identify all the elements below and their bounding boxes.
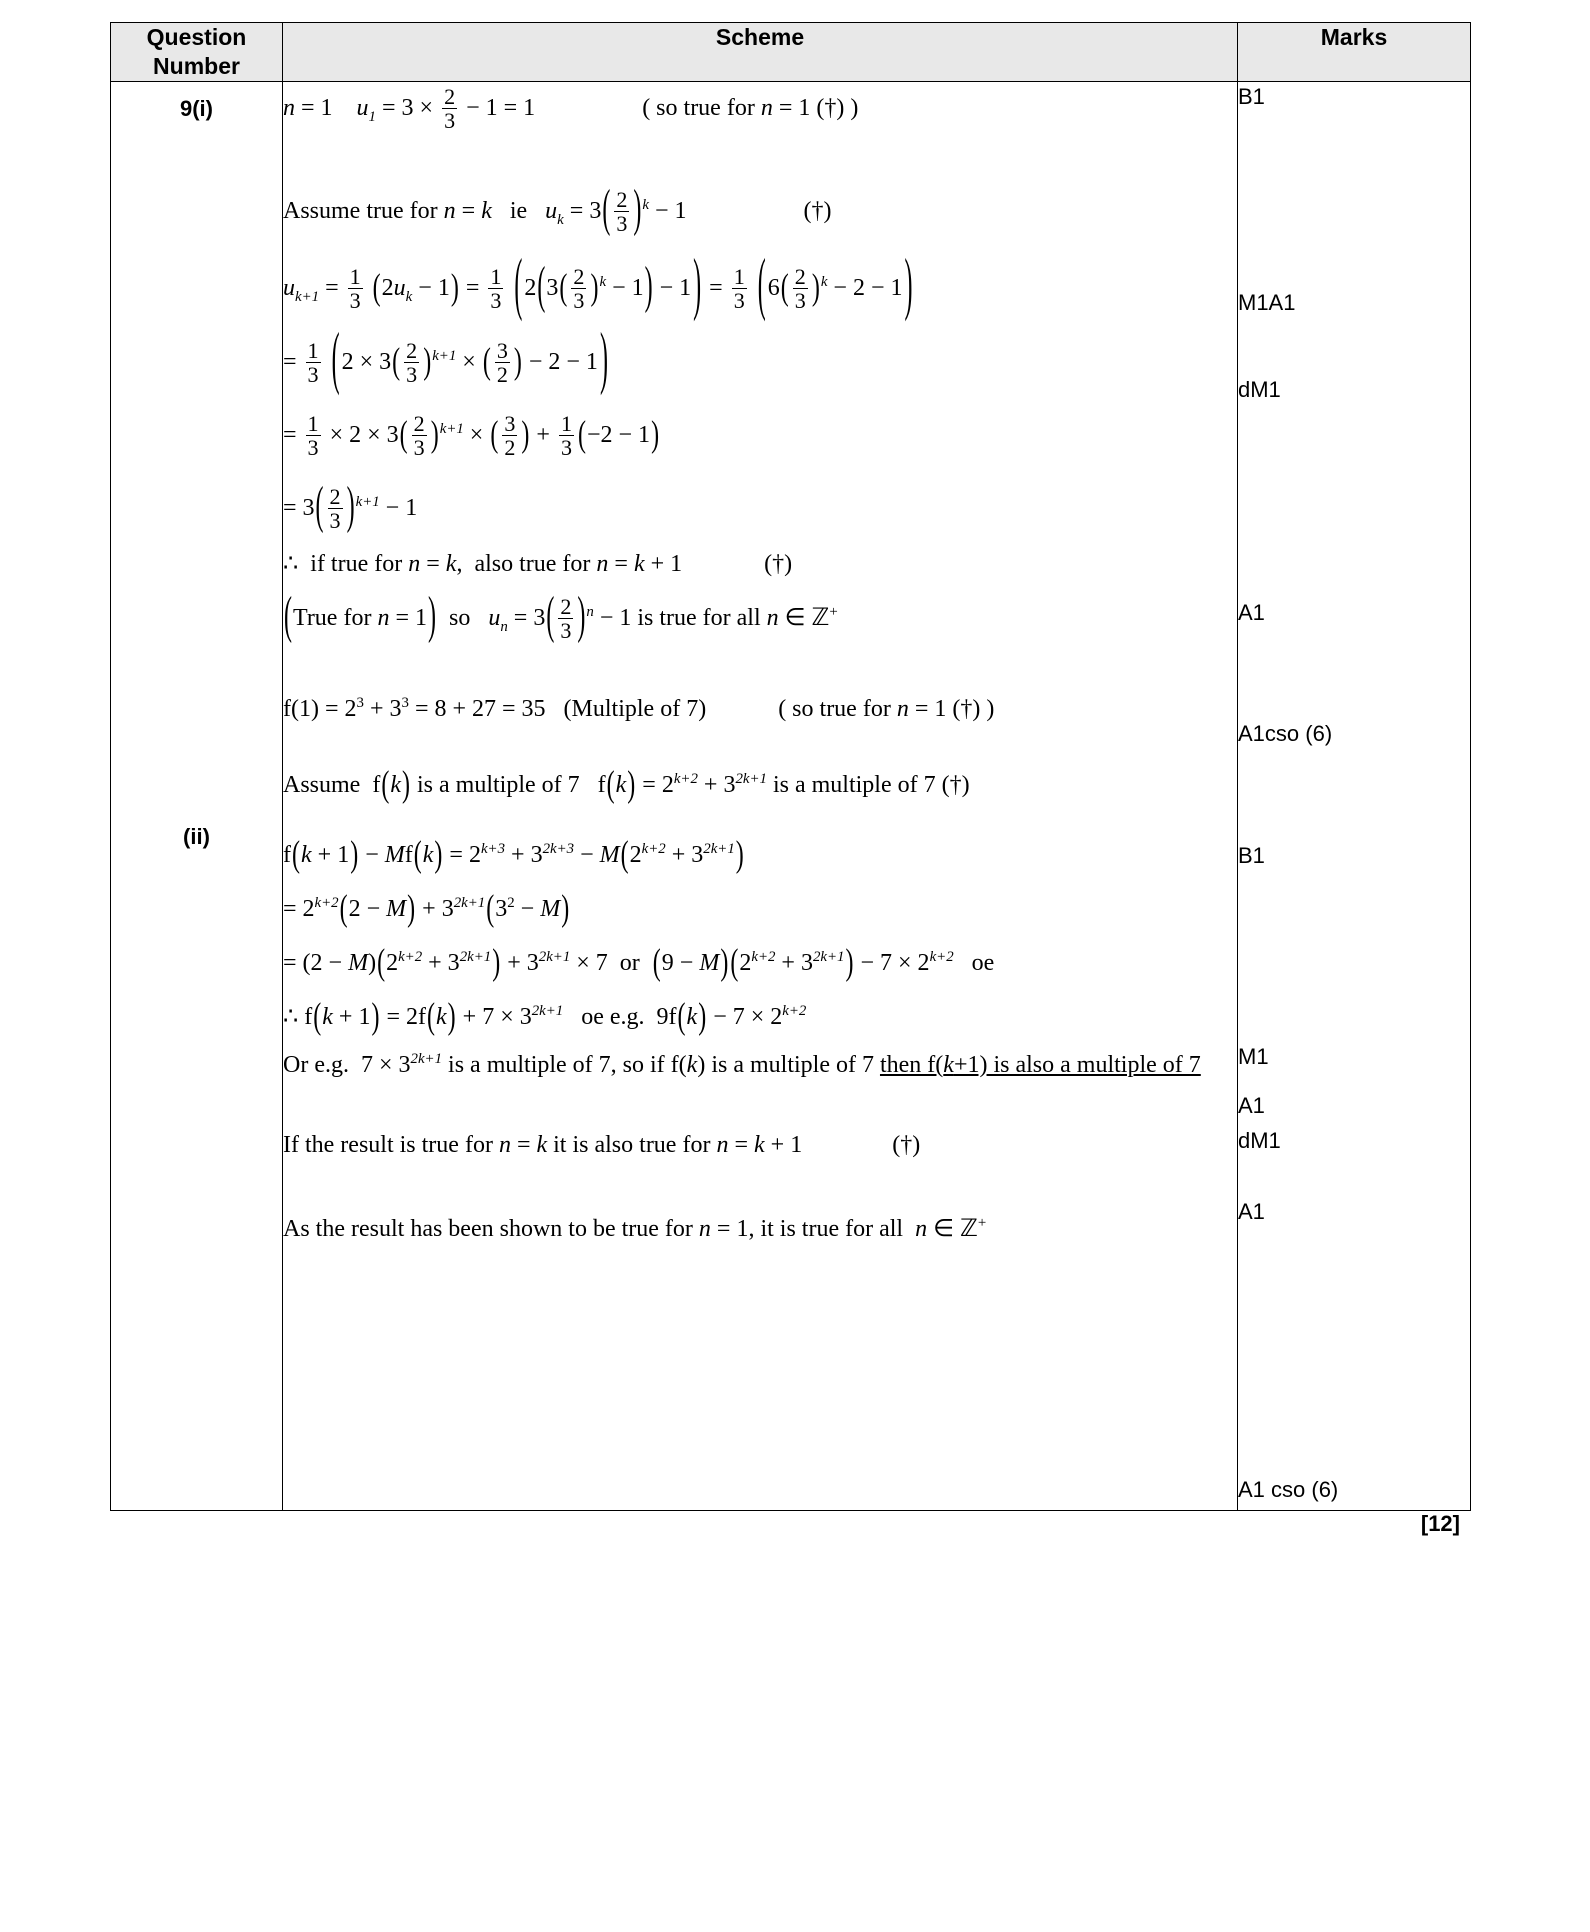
- mark-a1cso-ii: A1 cso (6): [1238, 1477, 1339, 1503]
- question-label-9ii: (ii): [183, 823, 210, 849]
- header-scheme: [283, 23, 1238, 82]
- mark-scheme-page: [110, 22, 1470, 1543]
- scheme-line-conclusion1: ∴ if true for n = k, also true for n = k + 1 (†): [283, 550, 793, 577]
- mark-m1a1: M1A1: [1238, 290, 1296, 316]
- scheme-line-ii-concl2: As the result has been shown to be true for n = 1, it is true for all n ∈ ℤ+: [283, 1214, 987, 1242]
- table-header-row: [111, 23, 1471, 82]
- scheme-line-step4: = 3( $\frac{2}{3}$ )$^{k+1}$ − 1: [283, 479, 418, 536]
- scheme-line-step3: = $\frac{1}{3}$ × 2 × 3( $\frac{2}{3}$ )$^{k+1}$ × ( $\frac{3}{2}$ ) + $\frac{1}{3}$ (−2 − 1): [283, 410, 660, 461]
- scheme-line-ii-concl1: If the result is true for n = k it is also true for n = k + 1 (†): [283, 1131, 921, 1158]
- scheme-line-ii-assume: Assume f(k) is a multiple of 7 $f(k) = 2^{k+2} + 3^{2k+1}$ is a multiple of 7 (†): [283, 764, 970, 806]
- scheme-line-ii-base: $f(1) = 2^3 + 3^3 = 8 + 27 = 35$ (Multiple of 7) ( so true for n = 1 (†) ): [283, 694, 995, 722]
- scheme-line-assume: Assume true for n = k ie $u_k = 3$( $\frac{2}{3}$ )$^k$ − 1 (†): [283, 182, 832, 238]
- scheme-line-conclusion2: (True for n = 1) so $u_n = 3$( $\frac{2}{3}$ )$^n$ − 1 is true for all n ∈ ℤ+: [284, 588, 838, 645]
- scheme-line-ii-step3: = $(2 - M)(2^{k+2} + 3^{2k+1}) + 3^{2k+1} \times 7$ or $(9 - M)(2^{k+2} + 3^{2k+1}) - 7 \times 2^{k+2}$ oe: [283, 942, 995, 984]
- header-question-number: [111, 23, 283, 82]
- scheme-line-ii-alt: Or e.g. $7 \times 3^{2k+1}$ is a multiple of 7, so if f(k) is a multiple of 7 then f(k+1) is also a multiple of 7: [283, 1050, 1201, 1078]
- header-marks-label: Marks: [1320, 24, 1388, 50]
- header-scheme-label: Scheme: [715, 24, 805, 50]
- mark-m1-ii: M1: [1238, 1044, 1269, 1070]
- header-question-number-label: Question Number: [146, 24, 247, 79]
- scheme-line-ii-step2: = $2^{k+2}(2 - M) + 3^{2k+1}(3^2 - M)$: [283, 888, 570, 930]
- scheme-line-ii-step1: $f(k + 1) - Mf(k) = 2^{k+3} + 3^{2k+3} - M(2^{k+2} + 3^{2k+1})$: [283, 834, 744, 876]
- table-row: [111, 81, 1471, 1511]
- scheme-line-ii-step4: ∴ $f(k + 1) = 2f(k) + 7 \times 3^{2k+1}$ oe e.g. $9f(k) - 7 \times 2^{k+2}$: [283, 996, 807, 1038]
- mark-a1cso-i: A1cso (6): [1238, 720, 1333, 746]
- marks-cell: [1238, 81, 1471, 1511]
- total-marks: [12]: [1420, 1511, 1460, 1537]
- scheme-tag-dagger-1: (†): [803, 198, 832, 225]
- scheme-tag-dagger-3: (†): [892, 1131, 921, 1158]
- mark-b1-ii: B1: [1238, 843, 1265, 869]
- question-label-9i: 9(i): [180, 95, 213, 121]
- scheme-note-ii-base: ( so true for n = 1 (†) ): [778, 695, 995, 722]
- mark-scheme-table: [110, 22, 1471, 1511]
- mark-dm1-ii: dM1: [1238, 1127, 1281, 1153]
- mark-b1-i: B1: [1238, 83, 1265, 109]
- mark-a1-i: A1: [1238, 599, 1265, 625]
- scheme-note-base-case: ( so true for n = 1 (†) ): [642, 94, 859, 121]
- scheme-line-step2: = $\frac{1}{3}$ (2 × 3( $\frac{2}{3}$ )$^{k+1}$ × ( $\frac{3}{2}$ ) − 2 − 1): [283, 322, 608, 398]
- header-marks: [1238, 23, 1471, 82]
- scheme-cell: [283, 81, 1238, 1511]
- scheme-tag-dagger-2: (†): [764, 550, 793, 577]
- mark-a1-ii-2: A1: [1238, 1198, 1265, 1224]
- question-number-cell: [111, 81, 283, 1511]
- scheme-line-step1: $u_{k+1}$ = $\frac{1}{3}$ $(2u_k - 1)$ = $\frac{1}{3}$ (2(3( $\frac{2}{3}$ )$^k$ − 1) − 1) = $\frac{1}{3}$ (6( $\frac{2}{3}$ )$^k$ − 2 − 1): [283, 248, 913, 325]
- mark-a1-ii: A1: [1238, 1093, 1265, 1119]
- scheme-line-base-case: n = 1 $u_1 = 3$ × $\frac{2}{3}$ − 1 = 1 ( so true for n = 1 (†) ): [283, 83, 859, 133]
- mark-dm1-i: dM1: [1238, 377, 1281, 403]
